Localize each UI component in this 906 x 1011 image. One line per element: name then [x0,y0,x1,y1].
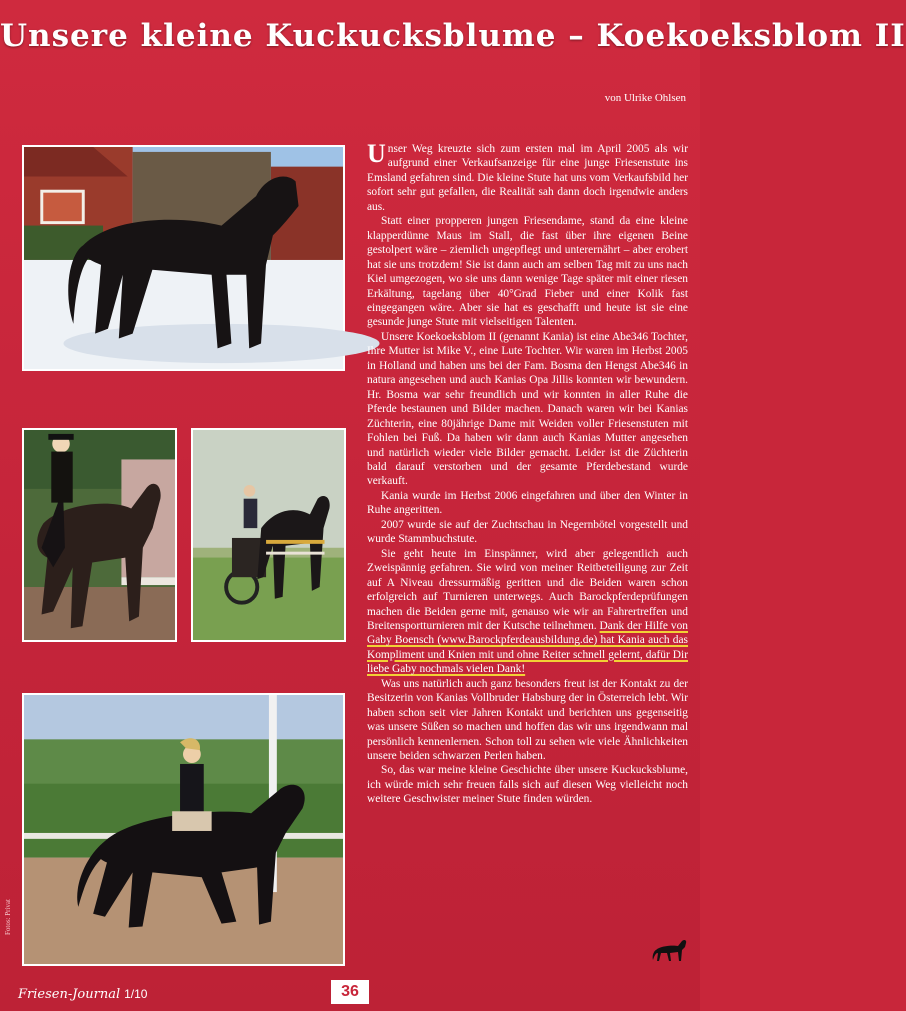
photo-rider-on-horse [22,428,177,642]
article-body [367,139,688,807]
issue-number: 1/10 [124,987,148,1001]
article-paragraph: Kania wurde im Herbst 2006 eingefahren und über den Winter in Ruhe angeritten. [367,489,688,517]
author-byline: von Ulrike Ohlsen [604,92,686,104]
photo-dressage-rider [22,693,345,966]
article-paragraph: Statt einer propperen jungen Friesendame, stand da eine kleine klapperdünne Maus im Stall, die fast über ihre eigenen Beine gestolpert wäre – ziemlich ungepflegt und unterernährt – aber erobert hat sie uns trotzdem! Sie ist dann auch am selben Tag mit zu uns nach Kiel umgezogen, wo sie uns dann wenige Tage später mit einer riesen Erkältung, tagelang über 40°Grad Fieber und einer Kolik fast eingegangen wäre. Aber sie hat es geschafft und heute ist sie eine gesunde junge Stute mit vielseitigen Talenten. [367,215,688,329]
photo-horse-carriage [191,428,346,642]
drop-cap: U [367,139,386,168]
highlighted-thanks: Dank der Hilfe von Gaby Boensch (www.Barockpferdeausbildung.de) hat Kania auch das Kompliment und Knien mit und ohne Reiter schnell gelernt, dafür Dir liebe Gaby nochmals vielen Dank! [367,619,688,676]
article-paragraph: So, das war meine kleine Geschichte über unsere Kuckucksblume, ich würde mich sehr freuen falls sich auf diesen Weg vielleicht noch weitere Geschwister meiner Stute finden würden. [367,764,688,806]
article-paragraph: Unsere Koekoeksblom II (genannt Kania) ist eine Abe346 Tochter, Ihre Mutter ist Mike V., eine Lute Tochter. Wir waren im Herbst 2005 in Holland und haben uns bei der Fam. Bosma den Hengst Abe346 in natura angesehen und auch Kanias Opa Jillis konnten wir bewundern. Hr. Bosma war sehr freundlich und wir konnten in aller Ruhe die Pferde bestaunen und Bilder machen. Danach waren wir bei Kanias Züchterin, eine 80jährige Dame mit Weiden voller Friesenstuten mit Fohlen bei Fuß. Da haben wir dann auch Kanias Mutter angesehen und natürlich wieder viele Bilder gemacht. Leider ist die Züchterin bald darauf verstorben und der gesamte Pferdebestand wurde verkauft. [367,330,688,488]
photo-credit: Fotos: Privat [4,899,12,935]
photo-horse-in-snow [22,145,345,371]
horse-silhouette-icon [652,938,690,964]
magazine-logo [18,987,147,1002]
article-paragraph: Was uns natürlich auch ganz besonders freut ist der Kontakt zu der Besitzerin von Kanias Vollbruder Habsburg der in Österreich lebt. Wir haben schon seit vier Jahren Kontakt und berichten uns gegenseitig was unsere Süßen so machen und hoffen das wir uns irgendwann mal persönlich kennenlernen. Schon toll zu sehen wie viele Ähnlichkeiten unsere beiden schwarzen Perlen haben. [367,677,688,763]
article-title: Unsere kleine Kuckucksblume – Koekoeksblom II [0,18,906,54]
paragraph-text: Sie geht heute im Einspänner, wird aber gelegentlich auch Zweispännig gefahren. Sie wird von meiner Reitbeteiligung zur Zeit auf A Niveau dressurmäßig geritten und die Beiden waren schon erfolgreich auf Turnieren unterwegs. Auch Barockpferdeprüfungen machen die Beiden gerne mit, genauso wie wir an Fahrertreffen und Breitensportturnieren mit der Kutsche teilnehmen. [367,547,688,632]
logo-text: Friesen-Journal [18,987,121,1002]
article-paragraph: 2007 wurde sie auf der Zuchtschau in Negernbötel vorgestellt und wurde Stammbuchstute. [367,518,688,546]
article-paragraph [367,547,688,677]
article-paragraph [367,139,688,214]
page-number: 36 [331,980,369,1004]
paragraph-text: nser Weg kreuzte sich zum ersten mal im April 2005 als wir aufgrund einer Verkaufsanzeige für eine junge Friesenstute ins Emsland gefahren sind. Die kleine Stute hat uns vom Verkaufsbild her sofort sehr gut gefallen, die Realität sah dann doch irgendwie anders aus. [367,143,688,213]
